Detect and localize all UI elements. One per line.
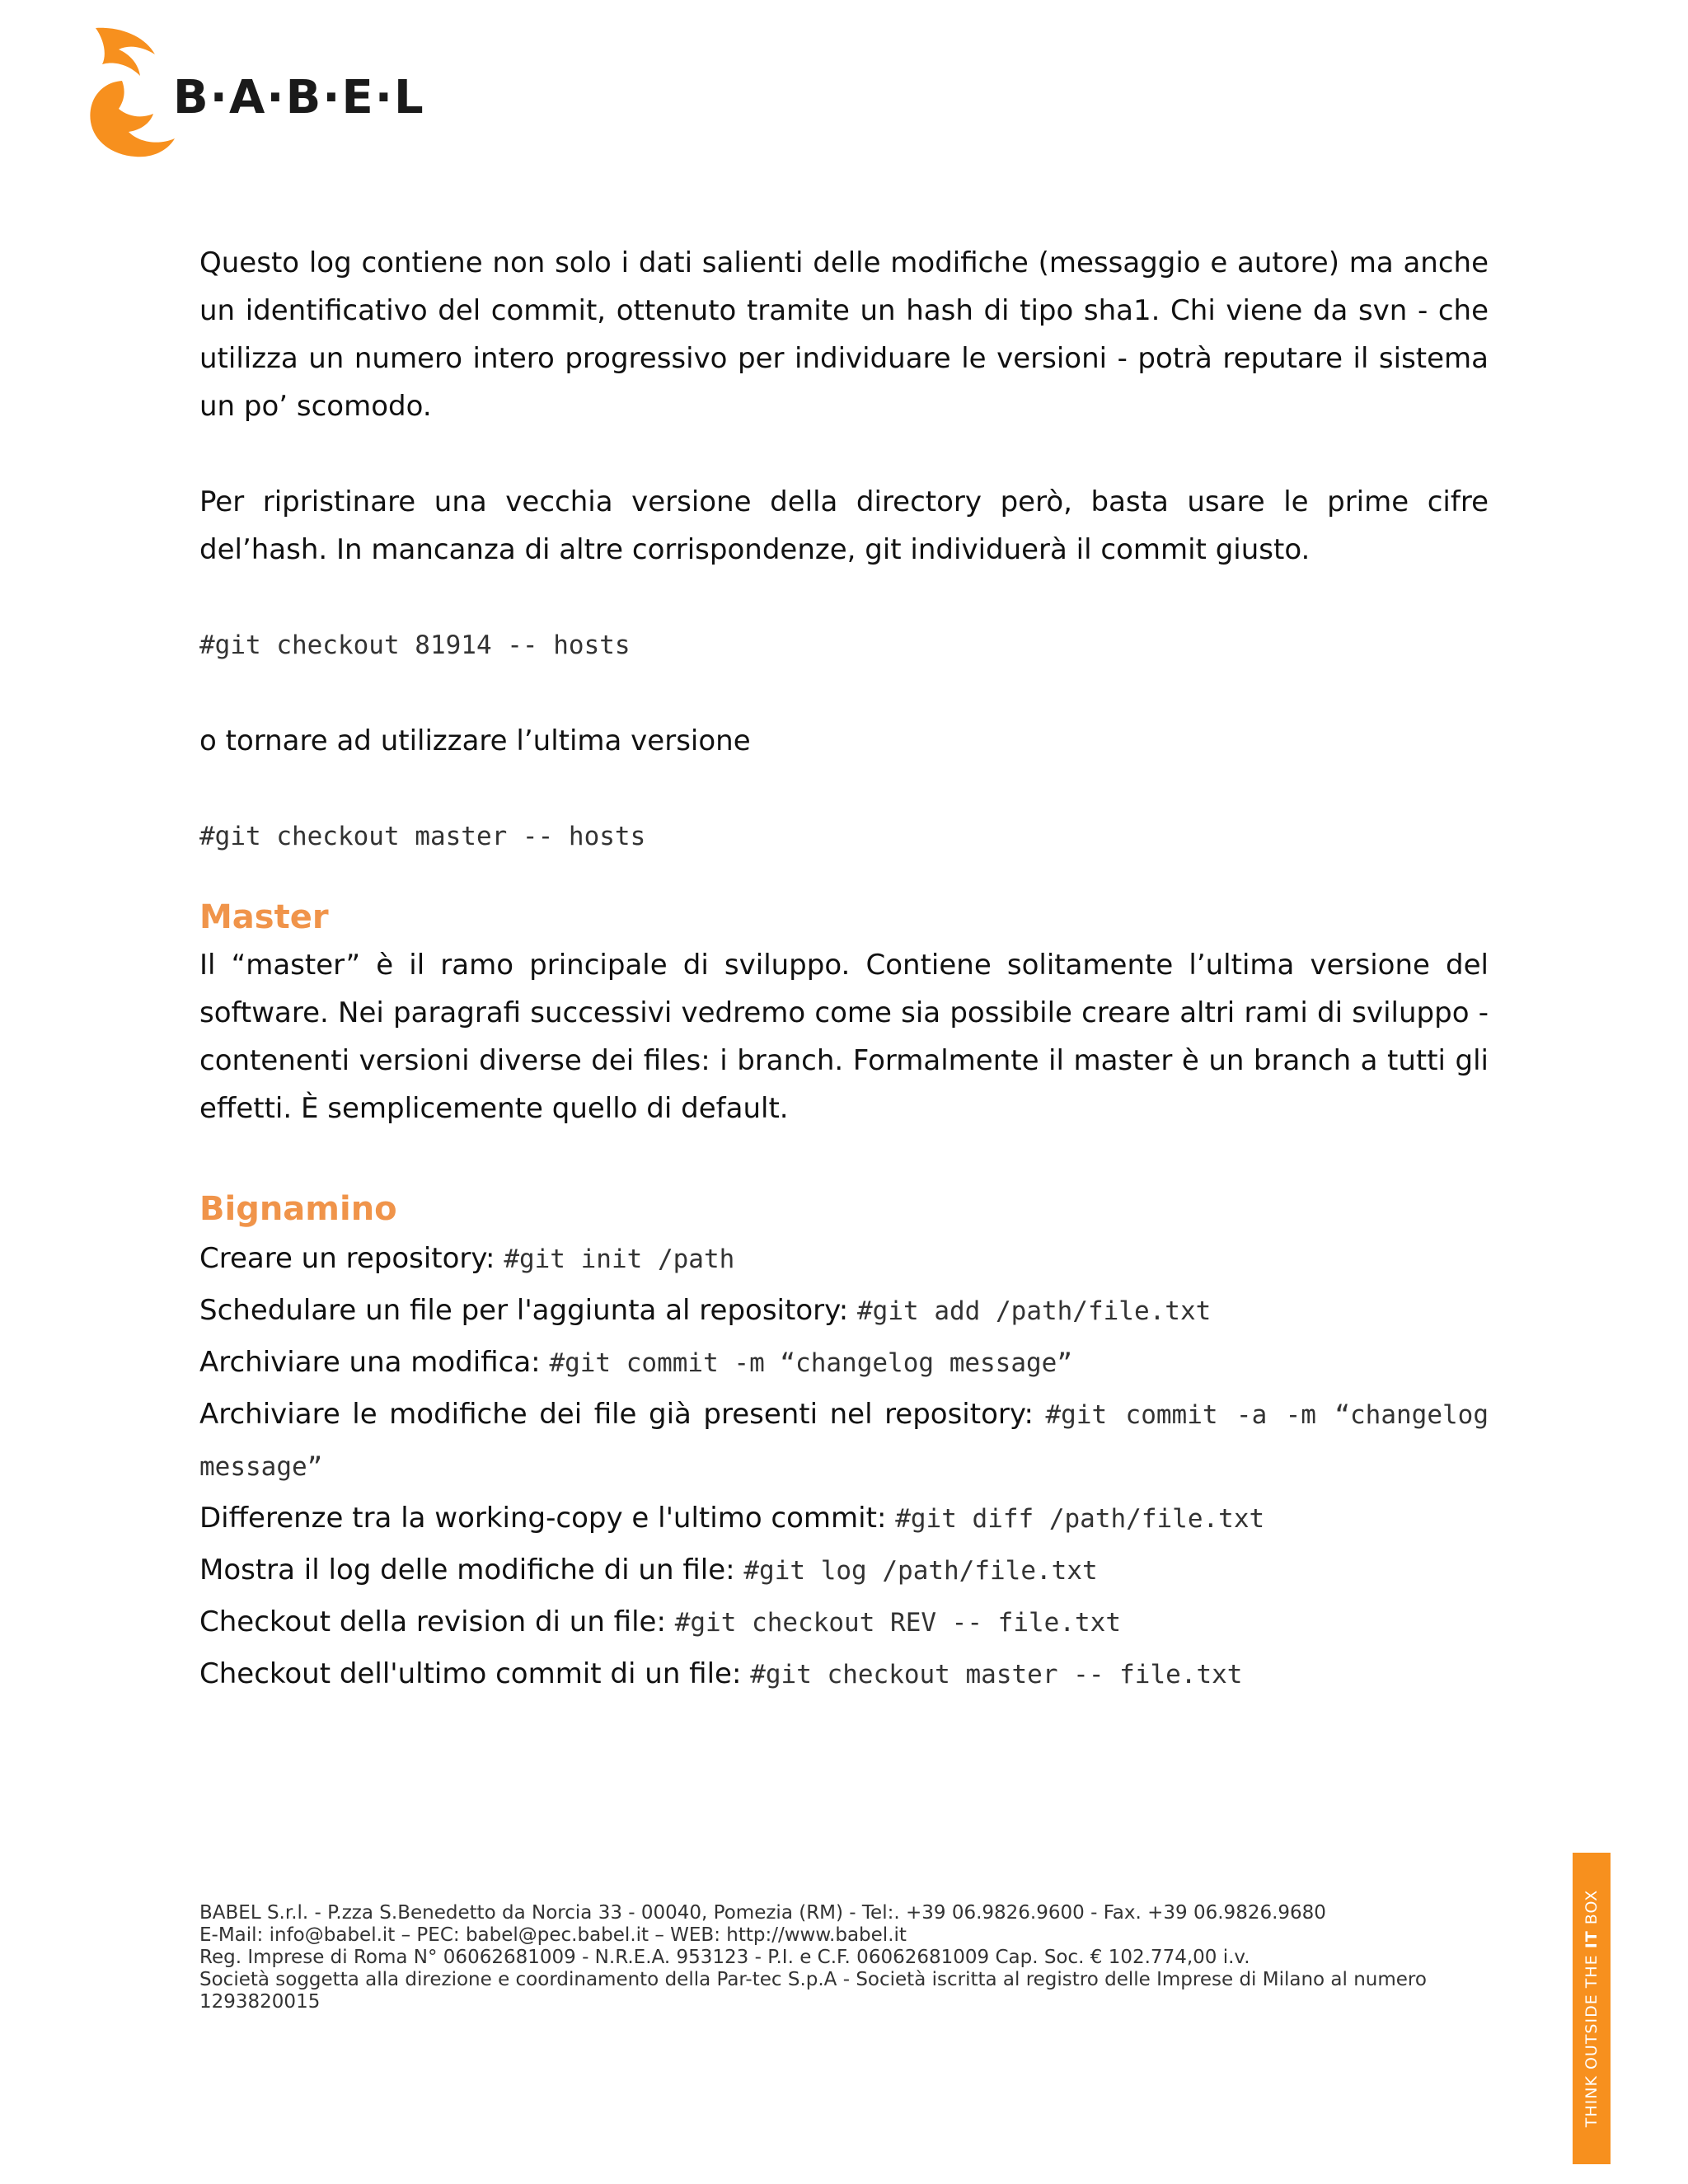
paragraph-restore-version: Per ripristinare una vecchia versione della directory però, basta usare le prime cifre del’hash. In mancanza di altre corrispondenze, git individuerà il commit giusto. bbox=[199, 485, 1489, 566]
heading-bignamino: Bignamino bbox=[199, 1190, 397, 1228]
company-footer bbox=[199, 1902, 1485, 2013]
footer-address: BABEL S.r.l. - P.zza S.Benedetto da Norcia 33 - 00040, Pomezia (RM) - Tel:. +39 06.9826.9600 - Fax. +39 06.9826.9680 bbox=[199, 1902, 1326, 1924]
paragraph-master: Il “master” è il ramo principale di sviluppo. Contiene solitamente l’ultima versione del software. Nei paragrafi successivi vedremo come sia possibile creare altri rami di sviluppo - contenenti versioni diverse dei files: i branch. Formalmente il master è un branch a tutti gli effetti. È semplicemente quello di default. bbox=[199, 949, 1489, 1125]
heading-master: Master bbox=[199, 898, 329, 936]
main-content bbox=[199, 239, 1489, 1700]
cheatsheet-row: Creare un repository: #git init /path bbox=[199, 1242, 735, 1275]
footer-governance: Società soggetta alla direzione e coordinamento della Par-tec S.p.A - Società iscritta al registro delle Imprese di Milano al numero 1293820015 bbox=[199, 1969, 1427, 2013]
fish-logo-icon bbox=[71, 21, 186, 162]
paragraph-log-info: Questo log contiene non solo i dati salienti delle modifiche (messaggio e autore) ma anche un identificativo del commit, ottenuto tramite un hash di tipo sha1. Chi viene da svn - che utilizza un numero intero progressivo per individuare le versioni - potrà reputare il sistema un po’ scomodo. bbox=[199, 246, 1489, 423]
babel-logo bbox=[71, 21, 467, 162]
paragraph-last-version: o tornare ad utilizzare l’ultima versione bbox=[199, 724, 751, 757]
footer-contacts: E-Mail: info@babel.it – PEC: babel@pec.babel.it – WEB: http://www.babel.it bbox=[199, 1924, 907, 1946]
cheatsheet-row: Checkout dell'ultimo commit di un file: #git checkout master -- file.txt bbox=[199, 1657, 1243, 1690]
cheatsheet-row: Schedulare un file per l'aggiunta al repository: #git add /path/file.txt bbox=[199, 1294, 1212, 1327]
slogan-text: THINK OUTSIDE THE IT BOX bbox=[1582, 1889, 1601, 2128]
cheatsheet-row: Mostra il log delle modifiche di un file: #git log /path/file.txt bbox=[199, 1554, 1098, 1586]
cheatsheet-row: Differenze tra la working-copy e l'ultimo commit: #git diff /path/file.txt bbox=[199, 1502, 1265, 1535]
cheatsheet-row: Archiviare le modifiche dei file già presenti nel repository: #git commit -a -m “changelog message” bbox=[199, 1398, 1489, 1482]
code-checkout-hash: #git checkout 81914 -- hosts bbox=[199, 630, 631, 660]
side-slogan-tag bbox=[1573, 1853, 1611, 2164]
cheatsheet-row: Checkout della revision di un file: #git checkout REV -- file.txt bbox=[199, 1605, 1121, 1638]
cheatsheet-row: Archiviare una modifica: #git commit -m “changelog message” bbox=[199, 1346, 1072, 1379]
logo-wordmark: B·A·B·E·L bbox=[173, 71, 425, 124]
code-checkout-master: #git checkout master -- hosts bbox=[199, 822, 646, 851]
footer-registration: Reg. Imprese di Roma N° 06062681009 - N.R.E.A. 953123 - P.I. e C.F. 06062681009 Cap. Soc. € 102.774,00 i.v. bbox=[199, 1947, 1250, 1968]
cheatsheet-list bbox=[199, 1233, 1489, 1700]
